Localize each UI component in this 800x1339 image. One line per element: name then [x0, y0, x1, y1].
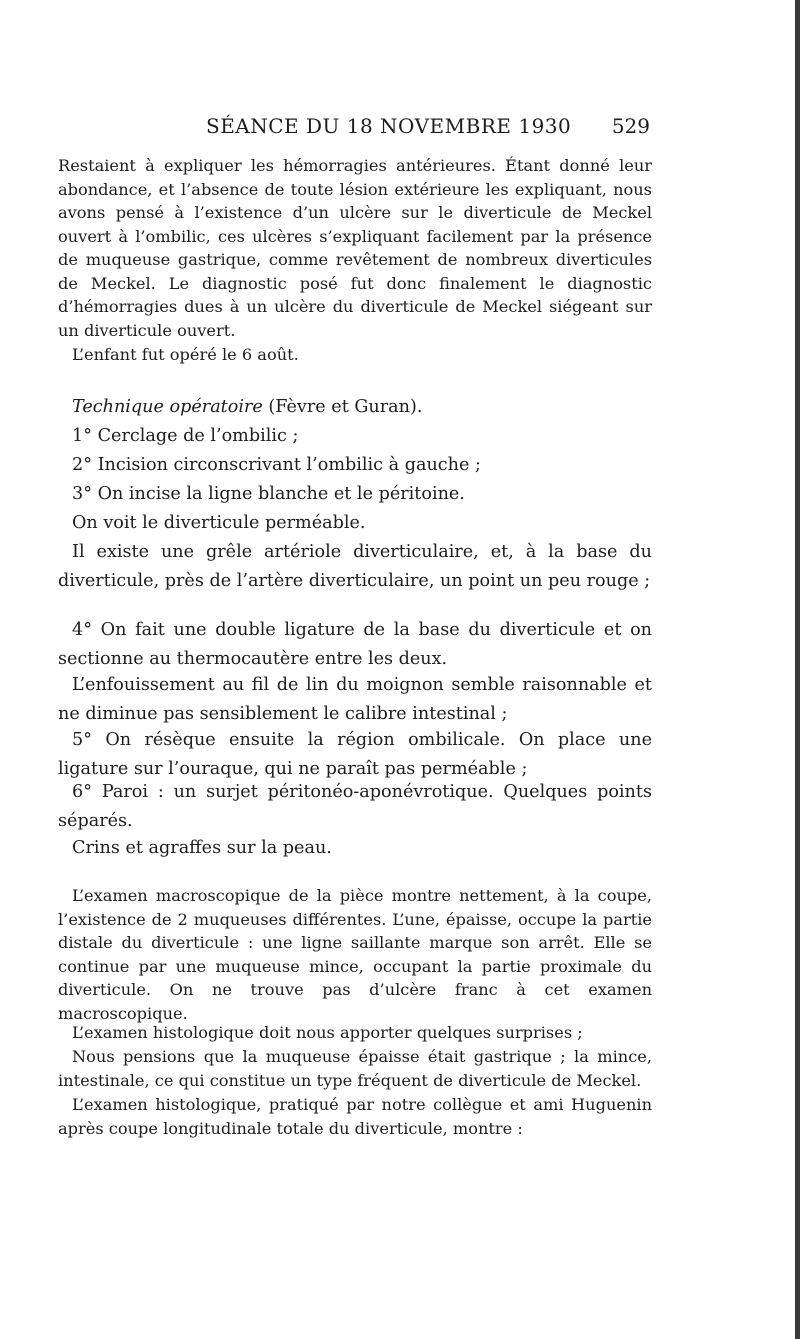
technique-heading [58, 393, 652, 422]
scan-edge [795, 0, 800, 1339]
step-6: 6° Paroi : un surjet péritonéo-aponévrotique. Quelques points séparés. [58, 782, 652, 831]
step-1: 1° Cerclage de l’ombilic ; [72, 426, 299, 446]
paragraph-arteriole: Il existe une grêle artériole diverticulaire, et, à la base du diverticule, près de l’artère diverticulaire, un point un peu rouge ; [58, 542, 652, 591]
paragraph-muqueuse: Nous pensions que la muqueuse épaisse était gastrique ; la mince, intestinale, ce qui constitue un type fréquent de diverticule de Meckel. [58, 1047, 652, 1090]
paragraph-operation-date: L’enfant fut opéré le 6 août. [72, 345, 299, 364]
step-5: 5° On résèque ensuite la région ombilicale. On place une ligature sur l’ouraque, qui ne paraît pas perméable ; [58, 730, 652, 779]
paragraph-examen-histologique: L’examen histologique doit nous apporter quelques surprises ; [72, 1023, 583, 1042]
page-header [60, 112, 650, 142]
page-number: 529 [611, 114, 650, 138]
paragraph-examen-macroscopique: L’examen macroscopique de la pièce montre nettement, à la coupe, l’existence de 2 muqueuses différentes. L’une, épaisse, occupe la partie distale du diverticule : une ligne saillante marque son arrêt. Elle se continue par une muqueuse mince, occupant la partie proximale du diverticule. On ne trouve pas d’ulcère franc à cet examen macroscopique. [58, 886, 652, 1023]
step-4: 4° On fait une double ligature de la base du diverticule et on sectionne au thermocautère entre les deux. [58, 620, 652, 669]
step-3: 3° On incise la ligne blanche et le péritoine. [72, 484, 465, 504]
step-2: 2° Incision circonscrivant l’ombilic à gauche ; [72, 455, 481, 475]
paragraph-crins: Crins et agraffes sur la peau. [72, 838, 332, 858]
paragraph-enfouissement: L’enfouissement au fil de lin du moignon semble raisonnable et ne diminue pas sensiblement le calibre intestinal ; [58, 675, 652, 724]
technique-authors: (Fèvre et Guran). [262, 397, 423, 417]
paragraph-huguenin: L’examen histologique, pratiqué par notre collègue et ami Huguenin après coupe longitudinale totale du diverticule, montre : [58, 1095, 652, 1138]
paragraph-hemorragies: Restaient à expliquer les hémorragies antérieures. Étant donné leur abondance, et l’absence de toute lésion extérieure les expliquant, nous avons pensé à l’existence d’un ulcère sur le diverticule de Meckel ouvert à l’ombilic, ces ulcères s’expliquant facilement par la présence de muqueuse gastrique, comme revêtement de nombreux diverticules de Meckel. Le diagnostic posé fut donc finalement le diagnostic d’hémorragies dues à un ulcère du diverticule de Meckel siégeant sur un diverticule ouvert. [58, 156, 652, 340]
running-title: SÉANCE DU 18 NOVEMBRE 1930 [206, 114, 572, 138]
paragraph-diverticule-permeable: On voit le diverticule perméable. [72, 513, 366, 533]
technique-label: Technique opératoire [72, 397, 263, 417]
